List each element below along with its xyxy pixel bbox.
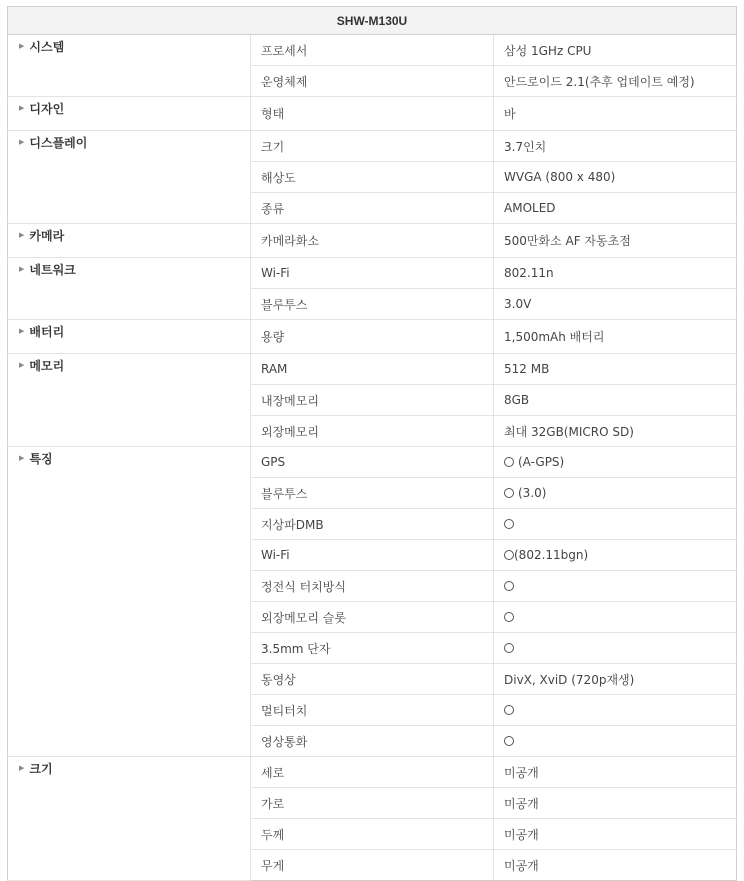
spec-label: 세로 [251, 757, 494, 788]
spec-label: 해상도 [251, 162, 494, 193]
spec-value-cell [494, 509, 737, 540]
spec-value: AMOLED [504, 201, 556, 215]
spec-value-cell [494, 131, 737, 162]
spec-value: DivX, XviD (720p재생) [504, 672, 635, 687]
spec-label: 형태 [251, 97, 494, 131]
bullet-arrow-icon: ▶ [19, 265, 25, 273]
spec-label: 외장메모리 [251, 416, 494, 447]
spec-label: 지상파DMB [251, 509, 494, 540]
table-row [8, 35, 737, 66]
spec-label: 종류 [251, 193, 494, 224]
table-row [8, 224, 737, 258]
spec-label: Wi-Fi [251, 258, 494, 289]
supported-circle-icon [504, 705, 514, 715]
spec-value-cell [494, 97, 737, 131]
bullet-arrow-icon: ▶ [19, 231, 25, 239]
spec-label: RAM [251, 354, 494, 385]
spec-value-cell [494, 571, 737, 602]
table-row [8, 354, 737, 385]
spec-label: 용량 [251, 320, 494, 354]
table-row [8, 757, 737, 788]
spec-label: 동영상 [251, 664, 494, 695]
spec-value: 삼성 1GHz CPU [504, 43, 592, 58]
spec-value: 미공개 [504, 765, 539, 780]
bullet-arrow-icon: ▶ [19, 138, 25, 146]
spec-value-cell [494, 35, 737, 66]
spec-value: 1,500mAh 배터리 [504, 330, 605, 344]
bullet-arrow-icon: ▶ [19, 454, 25, 462]
spec-value-cell [494, 289, 737, 320]
bullet-arrow-icon: ▶ [19, 327, 25, 335]
supported-circle-icon [504, 736, 514, 746]
spec-value: 최대 32GB(MICRO SD) [504, 424, 634, 439]
spec-value-cell [494, 633, 737, 664]
category-label: 특징 [29, 452, 53, 466]
spec-value-cell [494, 385, 737, 416]
spec-value: (3.0) [518, 486, 547, 500]
spec-label: 멀티터치 [251, 695, 494, 726]
table-row [8, 131, 737, 162]
spec-label: 정전식 터치방식 [251, 571, 494, 602]
spec-label: 무게 [251, 850, 494, 881]
spec-value: 미공개 [504, 827, 539, 842]
supported-circle-icon [504, 643, 514, 653]
spec-value-cell [494, 447, 737, 478]
spec-value-cell [494, 788, 737, 819]
category-label: 시스템 [29, 40, 65, 54]
spec-label: 크기 [251, 131, 494, 162]
spec-label: GPS [251, 447, 494, 478]
spec-value: 802.11n [504, 266, 554, 280]
spec-value: 8GB [504, 393, 530, 407]
category-label: 메모리 [29, 359, 65, 373]
spec-value-cell [494, 478, 737, 509]
spec-value: WVGA (800 x 480) [504, 170, 616, 184]
spec-label: 운영체제 [251, 66, 494, 97]
spec-value-cell [494, 819, 737, 850]
table-row [8, 447, 737, 478]
spec-value-cell [494, 726, 737, 757]
category-cell [8, 131, 251, 224]
spec-value-cell [494, 664, 737, 695]
supported-circle-icon [504, 550, 514, 560]
spec-value-cell [494, 602, 737, 633]
category-cell [8, 258, 251, 320]
spec-value: (A-GPS) [518, 455, 565, 469]
spec-value-cell [494, 540, 737, 571]
spec-value: 500만화소 AF 자동초점 [504, 234, 631, 248]
supported-circle-icon [504, 519, 514, 529]
spec-label: Wi-Fi [251, 540, 494, 571]
supported-circle-icon [504, 612, 514, 622]
spec-value-cell [494, 416, 737, 447]
spec-value: 512 MB [504, 362, 550, 376]
spec-value: 안드로이드 2.1(추후 업데이트 예정) [504, 74, 695, 89]
bullet-arrow-icon: ▶ [19, 361, 25, 369]
spec-label: 영상통화 [251, 726, 494, 757]
category-label: 카메라 [29, 229, 65, 243]
supported-circle-icon [504, 488, 514, 498]
category-cell [8, 224, 251, 258]
spec-value-cell [494, 258, 737, 289]
spec-label: 블루투스 [251, 478, 494, 509]
spec-value-cell [494, 695, 737, 726]
category-cell [8, 35, 251, 97]
spec-value-cell [494, 757, 737, 788]
spec-label: 3.5mm 단자 [251, 633, 494, 664]
spec-value: 3.7인치 [504, 139, 547, 154]
category-cell [8, 320, 251, 354]
bullet-arrow-icon: ▶ [19, 764, 25, 772]
spec-value: 미공개 [504, 796, 539, 811]
spec-value: 바 [504, 107, 516, 121]
spec-label: 두께 [251, 819, 494, 850]
spec-body [8, 35, 737, 881]
spec-value-cell [494, 320, 737, 354]
spec-value-cell [494, 162, 737, 193]
category-label: 크기 [29, 762, 53, 776]
category-cell [8, 447, 251, 757]
spec-value-cell [494, 354, 737, 385]
category-cell [8, 757, 251, 881]
category-label: 배터리 [29, 325, 65, 339]
spec-value: (802.11bgn) [514, 548, 589, 562]
spec-label: 가로 [251, 788, 494, 819]
spec-label: 외장메모리 슬롯 [251, 602, 494, 633]
category-label: 네트워크 [29, 263, 76, 277]
supported-circle-icon [504, 581, 514, 591]
spec-label: 카메라화소 [251, 224, 494, 258]
table-row [8, 97, 737, 131]
category-cell [8, 97, 251, 131]
table-title: SHW-M130U [8, 7, 737, 35]
spec-label: 블루투스 [251, 289, 494, 320]
bullet-arrow-icon: ▶ [19, 104, 25, 112]
supported-circle-icon [504, 457, 514, 467]
spec-value-cell [494, 193, 737, 224]
spec-label: 내장메모리 [251, 385, 494, 416]
spec-label: 프로세서 [251, 35, 494, 66]
table-header-row [8, 7, 737, 35]
bullet-arrow-icon: ▶ [19, 42, 25, 50]
table-row [8, 320, 737, 354]
category-label: 디자인 [29, 102, 65, 116]
spec-value: 미공개 [504, 858, 539, 873]
table-row [8, 258, 737, 289]
category-cell [8, 354, 251, 447]
spec-table [7, 6, 737, 881]
spec-value-cell [494, 66, 737, 97]
spec-value: 3.0V [504, 297, 532, 311]
spec-value-cell [494, 224, 737, 258]
category-label: 디스플레이 [29, 136, 88, 150]
